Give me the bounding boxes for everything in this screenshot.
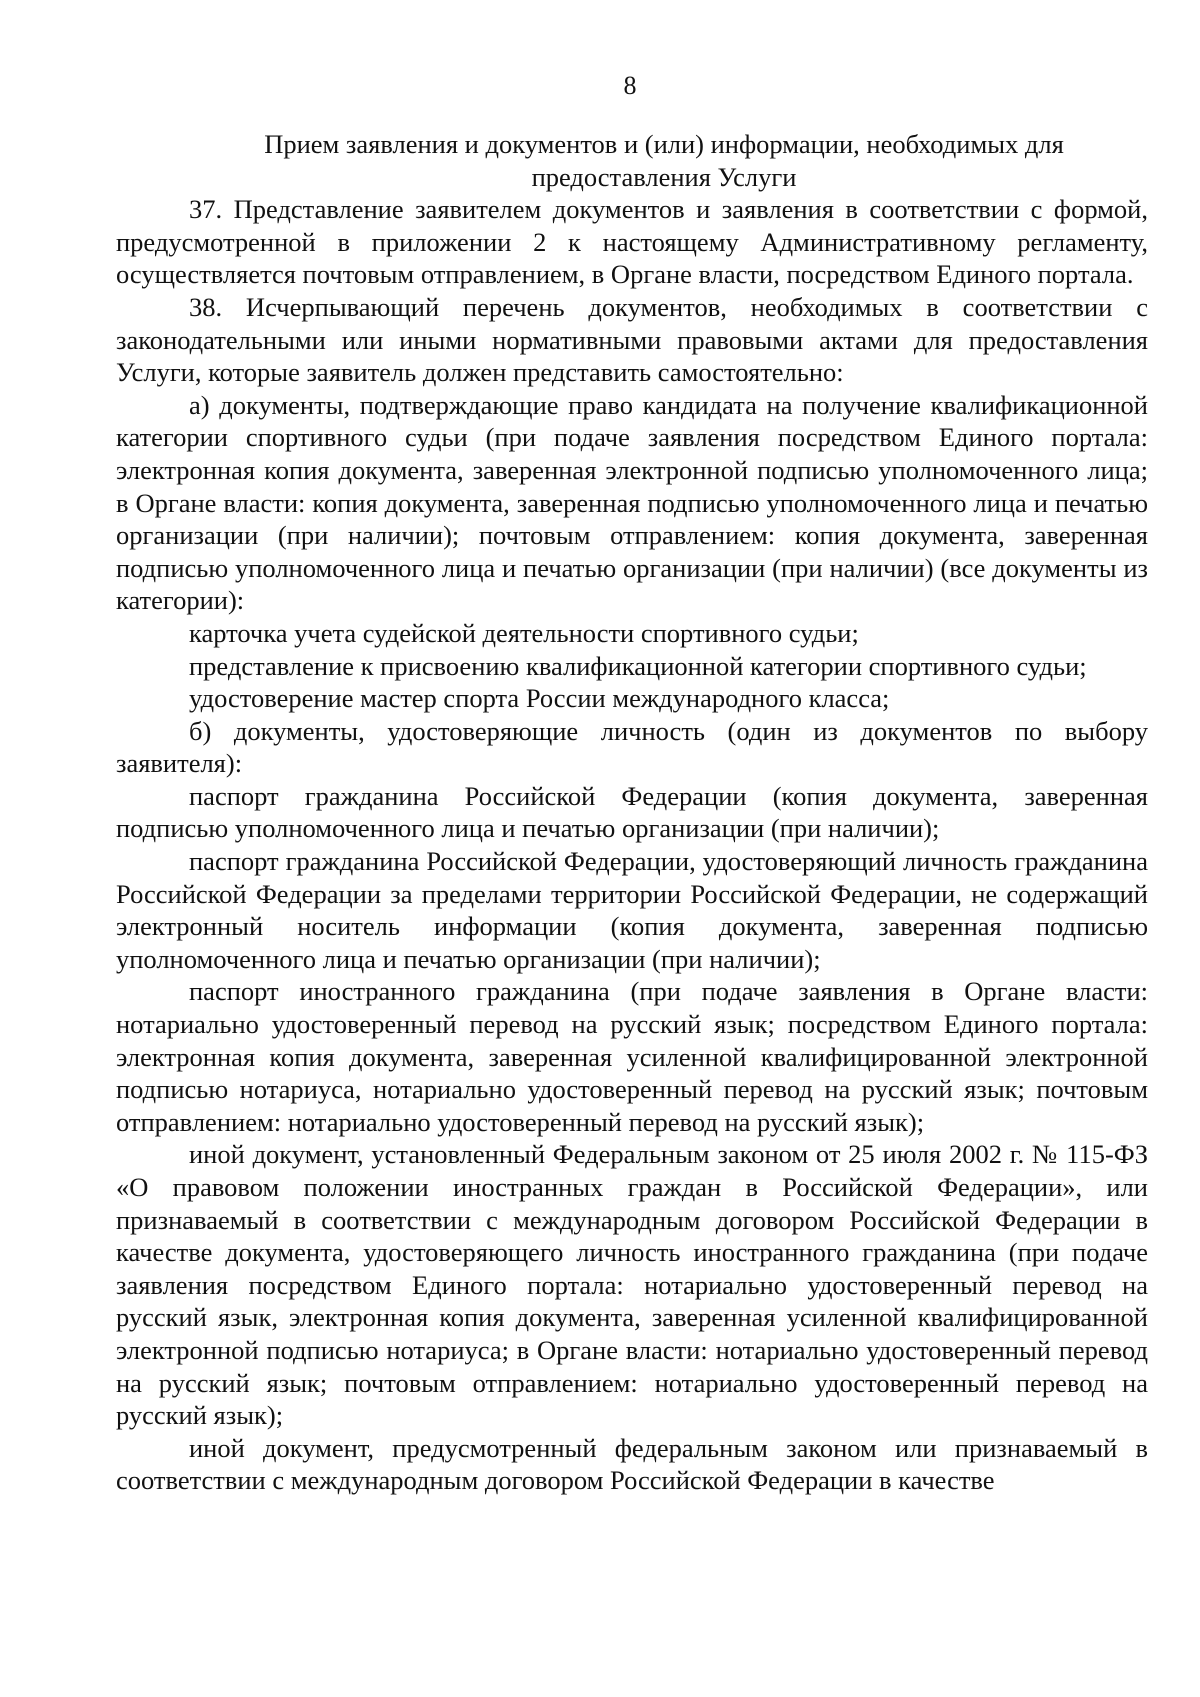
list-subitem: иной документ, предусмотренный федеральным законом или признаваемый в соответствии с международным договором Российской Федерации в качестве (116, 1432, 1148, 1496)
list-subitem: паспорт гражданина Российской Федерации (копия документа, заверенная подписью уполномоченного лица и печатью организации (при наличии); (116, 780, 1148, 844)
list-subitem: паспорт гражданина Российской Федерации, удостоверяющий личность гражданина Российской Федерации за пределами территории Российской Федерации, не содержащий электронный носитель информации (копия документа, заверенная подписью уполномоченного лица и печатью организации (при наличии); (116, 846, 1148, 974)
list-subitem: представление к присвоению квалификационной категории спортивного судьи; (189, 650, 1087, 681)
paragraph-38: 38. Исчерпывающий перечень документов, необходимых в соответствии с законодательными или иными нормативными правовыми актами для предоставления Услуги, которые заявитель должен представить самостоятельно: (116, 291, 1148, 388)
paragraph-37: 37. Представление заявителем документов и заявления в соответствии с формой, предусмотренной в приложении 2 к настоящему Административному регламенту, осуществляется почтовым отправлением, в Органе власти, посредством Единого портала. (116, 194, 1148, 290)
list-item-b: б) документы, удостоверяющие личность (один из документов по выбору заявителя): (116, 715, 1148, 779)
list-subitem: паспорт иностранного гражданина (при подаче заявления в Органе власти: нотариально удостоверенный перевод на русский язык; посредством Единого портала: электронная копия документа, заверенная усиленной квалифицированной электронной подписью нотариуса, нотариально удостоверенный перевод на русский язык; почтовым отправлением: нотариально удостоверенный перевод на русский язык); (116, 976, 1148, 1137)
list-subitem: карточка учета судейской деятельности спортивного судьи; (189, 617, 859, 648)
section-heading: Прием заявления и документов и (или) информации, необходимых для предоставления Услуги (264, 129, 1064, 192)
document-body (116, 128, 1148, 1497)
list-subitem: иной документ, установленный Федеральным законом от 25 июля 2002 г. № 115-ФЗ «О правовом положении иностранных граждан в Российской Федерации», или признаваемый в соответствии с международным договором Российской Федерации в качестве документа, удостоверяющего личность иностранного гражданина (при подаче заявления посредством Единого портала: нотариально удостоверенный перевод на русский язык, электронная копия документа, заверенная усиленной квалифицированной электронной подписью нотариуса; в Органе власти: нотариально удостоверенный перевод на русский язык; почтовым отправлением: нотариально удостоверенный перевод на русский язык); (116, 1139, 1148, 1431)
page-number: 8 (623, 71, 637, 100)
list-item-a: а) документы, подтверждающие право кандидата на получение квалификационной категории спортивного судьи (при подаче заявления посредством Единого портала: электронная копия документа, заверенная электронной подписью уполномоченного лица; в Органе власти: копия документа, заверенная подписью уполномоченного лица и печатью организации (при наличии); почтовым отправлением: копия документа, заверенная подписью уполномоченного лица и печатью организации (при наличии) (все документы из категории): (116, 389, 1148, 616)
list-subitem: удостоверение мастер спорта России международного класса; (189, 683, 890, 714)
